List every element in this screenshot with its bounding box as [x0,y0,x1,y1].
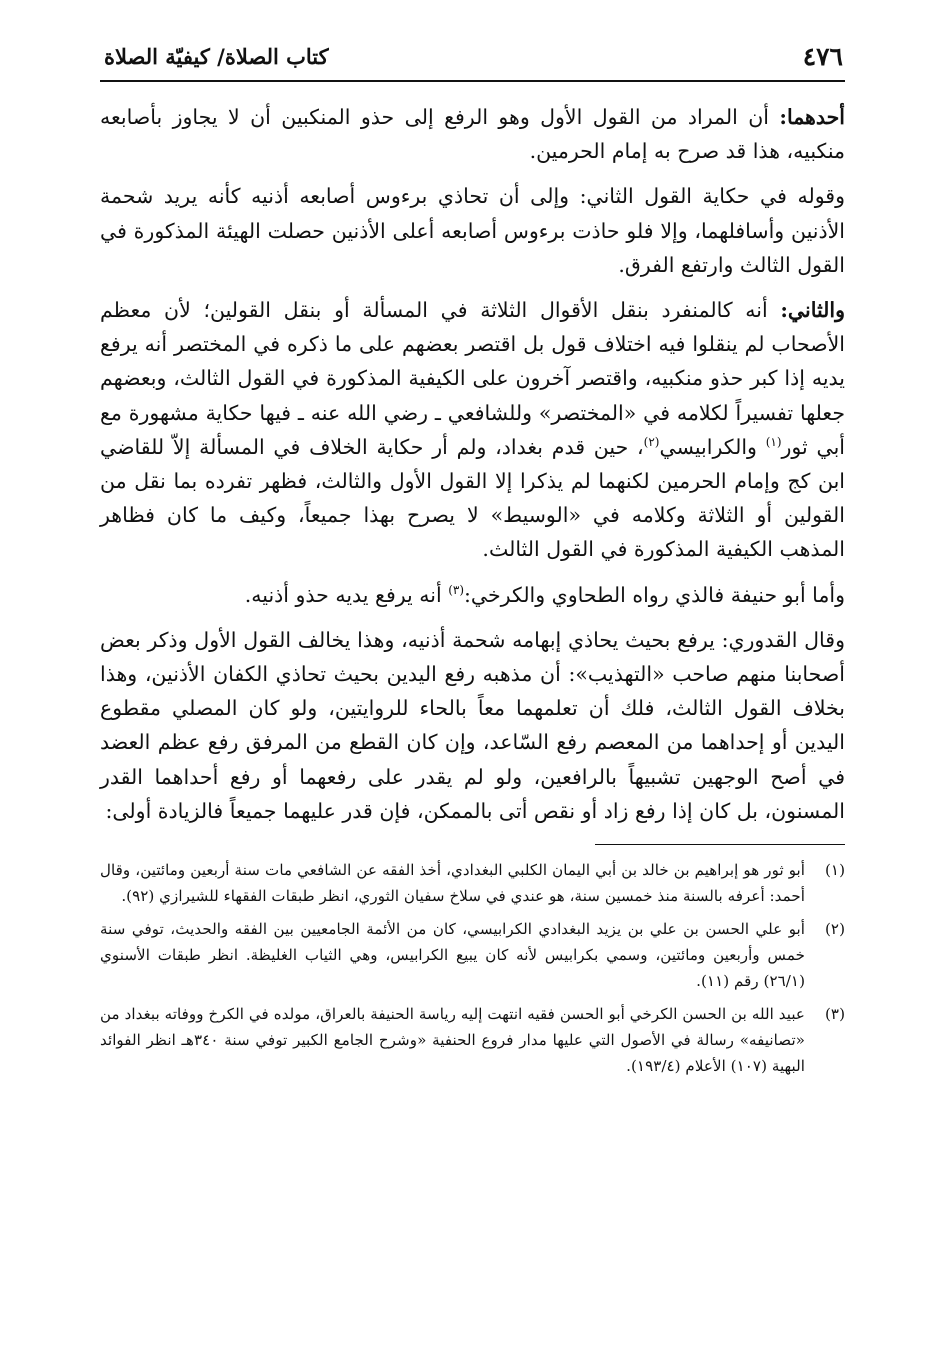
footnote-number: (٢) [824,920,845,939]
page-number: ٤٧٦ [802,42,843,71]
footnotes [100,857,845,1079]
footnote-text: أبو ثور هو إبراهيم بن خالد بن أبي اليمان الكلبي البغدادي، أخذ الفقه عن الشافعي مات سنة أربعين ومائتين، وقال أحمد: أعرفه بالسنة منذ خمسين سنة، هو عندي في سلاخ سفيان الثوري، انظر طبقات الفقهاء للشيرازي (٩٢). [100,861,805,906]
book-page [100,36,845,1086]
paragraph-first-opinion [100,100,845,168]
footnote-divider [595,844,845,845]
paragraph-text: وقوله في حكاية القول الثاني: وإلى أن تحاذي برءوس أصابعه أذنيه كأنه يريد شحمة الأذنين وأسافلهما، وإلا فلو حاذت برءوس أصابعه أعلى الأذنين حصلت الهيئة المذكورة في القول الثالث وارتفع الفرق. [100,184,845,277]
footnote-ref-1[interactable]: (١) [765,435,782,449]
footnote-text: أبو علي الحسن بن علي بن يزيد البغدادي الكرابيسي، كان من الأئمة الجامعيين بين الفقه والحديث، توفي سنة خمس وأربعين ومائتين، وسمي بكرابيس لأنه كان يبيع الكرابيس، وهي الثياب الغليظة. انظر طبقات الأسنوي (٢٦/١) رقم (١١). [100,920,805,991]
paragraph-second-saying [100,179,845,282]
paragraph-text: أنه كالمنفرد بنقل الأقوال الثلاثة في المسألة أو بنقل القولين؛ لأن معظم الأصحاب لم ينقلوا فيه اختلاف قول بل اقتصر بعضهم على ما ذكره في المختصر أنه يرفع يديه إذا كبر حذو منكبيه، واقتصر آخرون على الكيفية المذكورة في القول الثالث، وبعضهم جعلها تفسيراً لكلامه في «المختصر» وللشافعي ـ رضي الله عنه ـ فيها حكاية مشهورة مع أبي ثور [100,298,845,459]
paragraph-lead: أحدهما: [779,105,845,129]
paragraph-text: أنه يرفع يديه حذو أذنيه. [244,582,449,607]
footnote-number: (٣) [824,1005,845,1024]
paragraph-abu-hanifa [100,578,845,612]
page-header [100,36,845,82]
paragraph-text: وأما أبو حنيفة فالذي رواه الطحاوي والكرخي: [464,582,845,607]
footnote-3 [100,1001,845,1079]
paragraph-lead: والثاني: [780,298,845,323]
paragraph-text: أن المراد من القول الأول وهو الرفع إلى حذو المنكبين أن لا يجاوز بأصابعه منكبيه، هذا قد صرح به إمام الحرمين. [100,105,845,164]
running-title: كتاب الصلاة/ كيفيّة الصلاة [104,44,329,69]
footnote-text: عبيد الله بن الحسن الكرخي أبو الحسن فقيه انتهت إليه رياسة الحنيفة بالعراق، مولده في الكرخ ووفاته ببغداد من «تصانيفه» رسالة في الأصول التي عليها مدار فروع الحنفية «وشرح الجامع الكبير توفي سنة ٣٤٠هـ انظر الفوائد البهية (١٠٧) الأعلام (١٩٣/٤). [100,1005,805,1076]
paragraph-text: ، حين قدم بغداد، ولم أر حكاية الخلاف في المسألة إلاّ للقاضي ابن كج وإمام الحرمين لكنهما لم يذكرا إلا القول الأول والثالث، فظهر تفرده بما نقل من القولين أو الثلاثة وكلامه في «الوسيط» لا يصرح بهذا جميعاً، وكيف ما كان فظاهر المذهب الكيفية المذكورة في القول الثالث. [100,434,845,562]
footnote-ref-2[interactable]: (٢) [643,435,660,449]
paragraph-qudouri [100,623,845,828]
footnote-number: (١) [824,861,845,880]
footnote-ref-3[interactable]: (٣) [448,582,465,597]
paragraph-text: وقال القدوري: يرفع بحيث يحاذي إبهامه شحمة أذنيه، وهذا يخالف القول الأول وذكر بعض أصحابنا منهم صاحب «التهذيب»: أن مذهبه رفع اليدين بحيث تحاذي الكفان الأذنين، وهذا بخلاف القول الثالث، فلك أن تعلمهما معاً بالحاء للروايتين، ولو كان المصلي مقطوع اليدين أو إحداهما من المعصم رفع السّاعد، وإن كان القطع من المرفق رفع عظم العضد في أصح الوجهين تشبيهاً بالرافعين، ولو لم يقدر على رفعهما أو رفع أحداهما القدر المسنون، بل كان إذا رفع زاد أو نقص أتى بالممكن، فإن قدر عليهما جميعاً فالزيادة أولى: [100,627,845,823]
main-text [100,100,845,828]
paragraph-second-opinion [100,293,845,567]
footnote-2 [100,916,845,994]
footnote-1 [100,857,845,909]
paragraph-text: والكرابيسي [659,434,766,459]
